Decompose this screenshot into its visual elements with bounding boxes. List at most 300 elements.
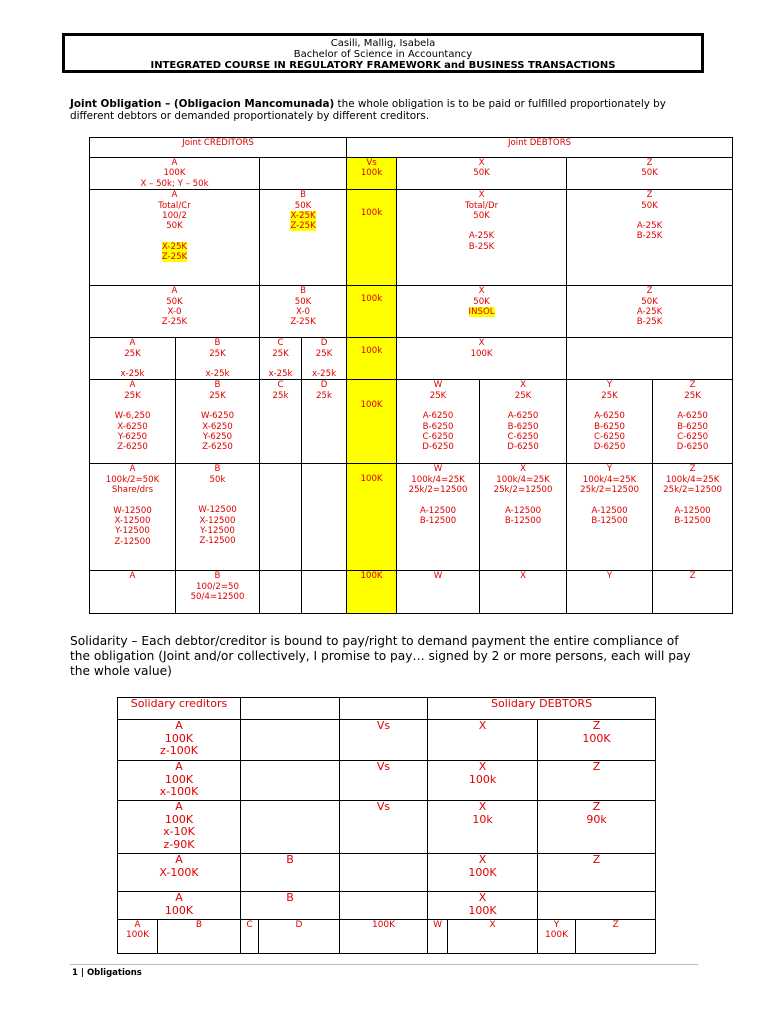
cell-text: C (277, 380, 284, 391)
author-names: Casili, Mallig, Isabela (330, 38, 436, 49)
footer-divider (70, 964, 698, 965)
cell (90, 464, 176, 571)
cell-text: 100K (582, 731, 611, 745)
cell (567, 571, 653, 614)
cell-text: W (433, 920, 442, 930)
cell-text: X-6250 (117, 421, 148, 432)
cell-text: X (478, 760, 487, 773)
cell-text: 100k (360, 168, 383, 179)
table-row (90, 571, 733, 614)
cell-text: 100K (468, 903, 497, 917)
cell (538, 892, 656, 920)
cell (653, 380, 733, 464)
cell-text: 25k/2=12500 (580, 485, 639, 496)
cell-text: A (171, 286, 178, 297)
cell (176, 464, 260, 571)
cell-text: Z-25K (290, 221, 316, 232)
cell-text: X-12500 (199, 515, 236, 526)
cell (538, 720, 656, 761)
cell-text: 100k/4=25K (496, 474, 550, 485)
cell-text: A (171, 190, 178, 201)
cell-text: X (478, 190, 485, 201)
vs-cell (347, 190, 397, 286)
cell-text: A (129, 380, 136, 391)
solidarity-definition: Solidarity – Each debtor/creditor is bound to pay/right to demand payment the entire compliance of the obligation (Joint and/or collectively, I promise to pay… signed by 2 or more persons, each will pay the whole value) (70, 634, 691, 678)
cell (397, 338, 567, 380)
cell-text: z-100K (160, 744, 198, 757)
cell-text: 100k/2=50K (105, 474, 160, 485)
cell-text: z-90K (163, 837, 195, 851)
cell (340, 720, 428, 761)
footer-separator: | (77, 968, 87, 978)
cell-text: 25k/2=12500 (663, 485, 722, 496)
table-row (118, 801, 656, 854)
cell-text: W (433, 464, 443, 475)
cell (397, 464, 480, 571)
cell-text: X (478, 719, 487, 732)
cell-text: B (214, 571, 221, 582)
cell-text: 50K (166, 221, 183, 232)
cell-text: A-12500 (504, 505, 542, 516)
cell-text: Z (646, 190, 653, 201)
cell-text: INSOL (468, 307, 495, 318)
footer-label: Obligations (86, 968, 142, 978)
table-row (118, 761, 656, 801)
cell-text: D-6250 (593, 442, 626, 453)
cell (259, 920, 340, 954)
cell (90, 380, 176, 464)
cell-text: A (175, 719, 183, 732)
cell-text: X (478, 338, 485, 349)
cell (176, 338, 260, 380)
cell-text: A (129, 464, 136, 475)
cell-text: B-25K (636, 317, 663, 328)
cell-text: B (214, 464, 221, 475)
cell-text: 50K (473, 168, 490, 179)
cell (302, 464, 347, 571)
cell (260, 338, 302, 380)
solidary-creditors-header: Solidary creditors (118, 698, 241, 720)
table-row (90, 380, 733, 464)
table-row (118, 920, 656, 954)
cell-text: B (300, 190, 306, 201)
cell-text: D (320, 380, 328, 391)
cell-text: B (214, 380, 221, 391)
cell-text: A (175, 760, 183, 773)
cell-text: Vs (376, 719, 391, 732)
cell (340, 698, 428, 720)
solidarity-header-row (118, 698, 656, 720)
cell (302, 338, 347, 380)
cell (176, 571, 260, 614)
cell (567, 158, 733, 190)
cell-text: Z (646, 286, 653, 297)
cell-text: W-12500 (113, 505, 152, 516)
cell-text: C (277, 338, 284, 349)
cell-text: B-6250 (677, 421, 709, 432)
cell-text: Z-25K (161, 317, 188, 328)
cell-text: B-25K (468, 241, 495, 252)
cell-text: 100k (360, 346, 383, 357)
degree: Bachelor of Science in Accountancy (293, 49, 473, 60)
page-footer (72, 968, 142, 978)
cell-text: Share/drs (111, 485, 154, 496)
cell-text: 100K (164, 772, 194, 786)
cell-text: X-6250 (202, 421, 233, 432)
cell (241, 720, 340, 761)
cell-text: 50K (641, 168, 658, 179)
cell (567, 190, 733, 286)
cell-text: 90k (586, 812, 607, 826)
cell-text: 50K (294, 200, 312, 211)
cell-text: B-12500 (504, 516, 542, 527)
cell-text: 25K (124, 348, 141, 359)
cell (567, 380, 653, 464)
cell-text: B-6250 (594, 421, 625, 432)
cell-text: A (171, 158, 178, 168)
cell-text: X (520, 464, 526, 475)
cell (480, 380, 567, 464)
cell (241, 698, 340, 720)
joint-creditors-header: Joint CREDITORS (90, 138, 347, 158)
vs-cell (347, 338, 397, 380)
cell (653, 464, 733, 571)
cell-text: 50k (209, 474, 226, 485)
cell-text: B (286, 891, 294, 904)
cell (118, 854, 241, 892)
cell-text: x-25k (311, 369, 337, 380)
cell-text: Z-6250 (202, 442, 233, 453)
cell-text: Vs (376, 800, 391, 813)
cell (241, 761, 340, 801)
cell-text: Z (592, 853, 601, 866)
cell-text: B-12500 (591, 516, 628, 527)
cell-text: 50K (641, 200, 658, 211)
cell-text: 100k/4=25K (582, 474, 637, 485)
cell (567, 286, 733, 338)
cell (241, 920, 259, 954)
cell-text: Y (606, 380, 613, 391)
cell (118, 892, 241, 920)
cell (340, 801, 428, 854)
table-row (118, 854, 656, 892)
cell-text: B (286, 853, 294, 866)
cell (538, 801, 656, 854)
cell-text: A (134, 920, 141, 930)
cell-text: X-25K (290, 211, 316, 222)
cell-text: 25K (684, 390, 701, 401)
cell (397, 380, 480, 464)
joint-term: Joint Obligation – (Obligacion Mancomunada) (70, 98, 335, 110)
table-row (90, 338, 733, 380)
cell (118, 761, 241, 801)
cell-text: 100K (164, 903, 194, 917)
cell-text: 100k (360, 294, 383, 305)
joint-definition-text: the whole obligation is to be paid or fulfilled proportionately by different debtors or demanded proportionately by different creditors. (70, 98, 666, 122)
cell-text: X (478, 853, 487, 866)
cell-text: 100K (360, 571, 383, 582)
cell (241, 892, 340, 920)
cell-text: D (295, 920, 303, 930)
cell-text: Y (606, 571, 613, 582)
cell-text: B (300, 286, 306, 297)
cell (260, 286, 347, 338)
cell-text: 50K (641, 296, 658, 307)
vs-cell (347, 158, 397, 190)
cell-text: Z-25K (161, 252, 188, 263)
cell (428, 761, 538, 801)
cell (448, 920, 538, 954)
cell (90, 158, 260, 190)
solidarity-table (117, 697, 656, 954)
cell-text: W-6250 (200, 411, 235, 422)
vs-cell (347, 571, 397, 614)
cell (538, 920, 576, 954)
cell (90, 571, 176, 614)
cell-text: Z (592, 800, 601, 813)
cell (118, 920, 158, 954)
cell-text: 25K (429, 390, 447, 401)
joint-definition (70, 98, 710, 122)
cell-text: 100K (164, 731, 194, 745)
cell-text: 25K (514, 390, 532, 401)
cell (241, 854, 340, 892)
cell-text: x-25k (120, 369, 145, 380)
cell-text: Z (612, 920, 619, 930)
cell (340, 854, 428, 892)
cell-text: Z (689, 571, 696, 582)
cell (260, 158, 347, 190)
cell (340, 761, 428, 801)
joint-debtors-header: Joint DEBTORS (347, 138, 733, 158)
cell-text: 100K (360, 400, 383, 411)
cell-text: 25k/2=12500 (408, 485, 468, 496)
joint-obligation-table (89, 137, 733, 614)
cell (567, 338, 733, 380)
cell-text: Z-12500 (114, 536, 151, 547)
cell-text: 50K (473, 211, 490, 222)
cell-text: Z-25K (290, 317, 316, 328)
cell-text: A (129, 571, 136, 582)
cell-text: A (175, 800, 183, 813)
cell (118, 801, 241, 854)
cell-text: Total/Dr (464, 200, 499, 211)
cell (158, 920, 241, 954)
cell-text: Z (689, 464, 696, 475)
table-row (90, 190, 733, 286)
cell-text: C-6250 (677, 432, 709, 443)
cell-text: X (478, 800, 487, 813)
cell-text: A-25K (636, 307, 663, 318)
table-row (90, 158, 733, 190)
cell (576, 920, 656, 954)
cell-text: 25K (272, 348, 289, 359)
cell-text: 100k/4=25K (665, 474, 720, 485)
cell-text: A-25K (468, 231, 495, 242)
cell-text: B-25K (636, 231, 663, 242)
cell (428, 892, 538, 920)
cell-text: Vs (376, 760, 391, 773)
cell (538, 761, 656, 801)
cell-text: 100k (360, 208, 383, 219)
cell-text: 100k/4=25K (411, 474, 465, 485)
cell-text: A (175, 853, 183, 866)
cell-text: Total/Cr (158, 200, 191, 211)
cell-text: X-0 (167, 307, 182, 318)
cell-text: 100/2 (162, 211, 187, 222)
cell (260, 380, 302, 464)
vs-cell (347, 286, 397, 338)
cell-text: X (520, 571, 526, 582)
cell-text: Y (553, 920, 560, 930)
cell (176, 380, 260, 464)
table-row (118, 720, 656, 761)
cell-text: 25K (209, 348, 226, 359)
cell (90, 286, 260, 338)
cell (260, 571, 302, 614)
cell-text: A (129, 338, 136, 349)
cell-text: Y-6250 (202, 432, 233, 443)
cell-text: A-12500 (674, 505, 711, 516)
cell-text: x-25k (268, 369, 293, 380)
cell-text: X-25K (161, 241, 188, 252)
cell (480, 464, 567, 571)
vs-cell (347, 380, 397, 464)
cell-text: 50K (294, 296, 312, 307)
cell-text: Z (592, 760, 601, 773)
cell-text: Y-6250 (117, 432, 148, 443)
cell-text: 25k (272, 390, 289, 401)
solidary-debtors-header: Solidary DEBTORS (428, 698, 656, 720)
cell-text: Y-12500 (115, 526, 150, 537)
cell-text: W (433, 571, 443, 582)
table-row (90, 286, 733, 338)
cell (397, 571, 480, 614)
cell-text: Z (592, 719, 601, 732)
cell-text: B-6250 (422, 421, 454, 432)
cell (653, 571, 733, 614)
cell-text: W-12500 (198, 505, 237, 516)
cell (260, 464, 302, 571)
cell-text: 25k/2=12500 (493, 485, 553, 496)
cell-text: A-6250 (594, 411, 625, 422)
cell-text: C-6250 (422, 432, 454, 443)
cell (538, 854, 656, 892)
cell-text: X-12500 (114, 516, 151, 527)
course-title: INTEGRATED COURSE IN REGULATORY FRAMEWORK and BUSINESS TRANSACTIONS (150, 60, 616, 71)
cell-text: B-12500 (674, 516, 711, 527)
cell (302, 380, 347, 464)
cell-text: A-12500 (419, 505, 457, 516)
cell-text: W (433, 380, 443, 391)
cell-text: 100K (360, 474, 383, 485)
cell (118, 720, 241, 761)
cell-text: X (478, 286, 485, 297)
cell-text: B (195, 920, 203, 930)
cell (260, 190, 347, 286)
cell (340, 892, 428, 920)
cell-text: 50K (473, 296, 490, 307)
cell-text: Z (689, 380, 696, 391)
cell-text: 25K (124, 390, 141, 401)
cell-text: A-6250 (507, 411, 539, 422)
cell (428, 920, 448, 954)
cell (302, 571, 347, 614)
cell-text: W-6,250 (114, 411, 151, 422)
joint-header-row (90, 138, 733, 158)
cell (241, 801, 340, 854)
cell-text: 100K (371, 920, 396, 930)
cell-text: X (478, 891, 487, 904)
cell-text: 50K (166, 296, 183, 307)
cell (428, 801, 538, 854)
cell (397, 158, 567, 190)
cell-text: 100K (163, 168, 186, 179)
cell-text: A-6250 (422, 411, 454, 422)
cell (428, 854, 538, 892)
cell-text: X-0 (296, 307, 311, 318)
cell-text: x-10K (163, 825, 195, 838)
cell (397, 286, 567, 338)
table-row (118, 892, 656, 920)
cell-text: C (246, 920, 253, 930)
cell-text: A (175, 891, 183, 904)
cell (480, 571, 567, 614)
cell-text: D-6250 (422, 442, 454, 453)
cell-text: 100K (125, 930, 150, 940)
cell-text: 50/4=12500 (190, 592, 245, 603)
cell-text: Z (646, 158, 653, 168)
cell-text: X (520, 380, 526, 391)
cell-text: Vs (366, 158, 377, 168)
cell-text: Y (606, 464, 613, 475)
cell-text: 10k (472, 812, 493, 826)
cell-text: D-6250 (676, 442, 709, 453)
cell-text: D (320, 338, 328, 349)
cell-text: 100K (470, 348, 493, 359)
cell (567, 464, 653, 571)
cell-text: B-6250 (507, 421, 539, 432)
cell-text: B-12500 (419, 516, 457, 527)
cell-text: A-25K (636, 221, 663, 232)
cell-text: C-6250 (507, 432, 539, 443)
cell-text: 100K (164, 812, 194, 826)
cell-text: 25k (316, 390, 332, 401)
cell (340, 920, 428, 954)
cell-text: D-6250 (507, 442, 539, 453)
cell-text: x-25k (205, 369, 230, 380)
page-number: 1 (72, 968, 78, 978)
cell (428, 720, 538, 761)
vs-cell (347, 464, 397, 571)
cell-text: X (489, 920, 496, 930)
cell-text: A-6250 (677, 411, 708, 422)
cell-text: Z-6250 (117, 442, 148, 453)
cell-text: Y-12500 (200, 526, 235, 537)
cell-text: 100/2=50 (196, 581, 239, 592)
cell-text: Z-12500 (199, 536, 236, 547)
cell (90, 190, 260, 286)
cell-text: 25K (601, 390, 618, 401)
cell-text: X – 50k; Y – 50k (140, 178, 209, 189)
cell-text: x-100K (159, 785, 199, 798)
cell (90, 338, 176, 380)
cell-text: 100K (468, 865, 497, 879)
cell-text: X (478, 158, 485, 168)
cell-text: C-6250 (594, 432, 626, 443)
cell (397, 190, 567, 286)
cell-text: X-100K (159, 865, 199, 879)
